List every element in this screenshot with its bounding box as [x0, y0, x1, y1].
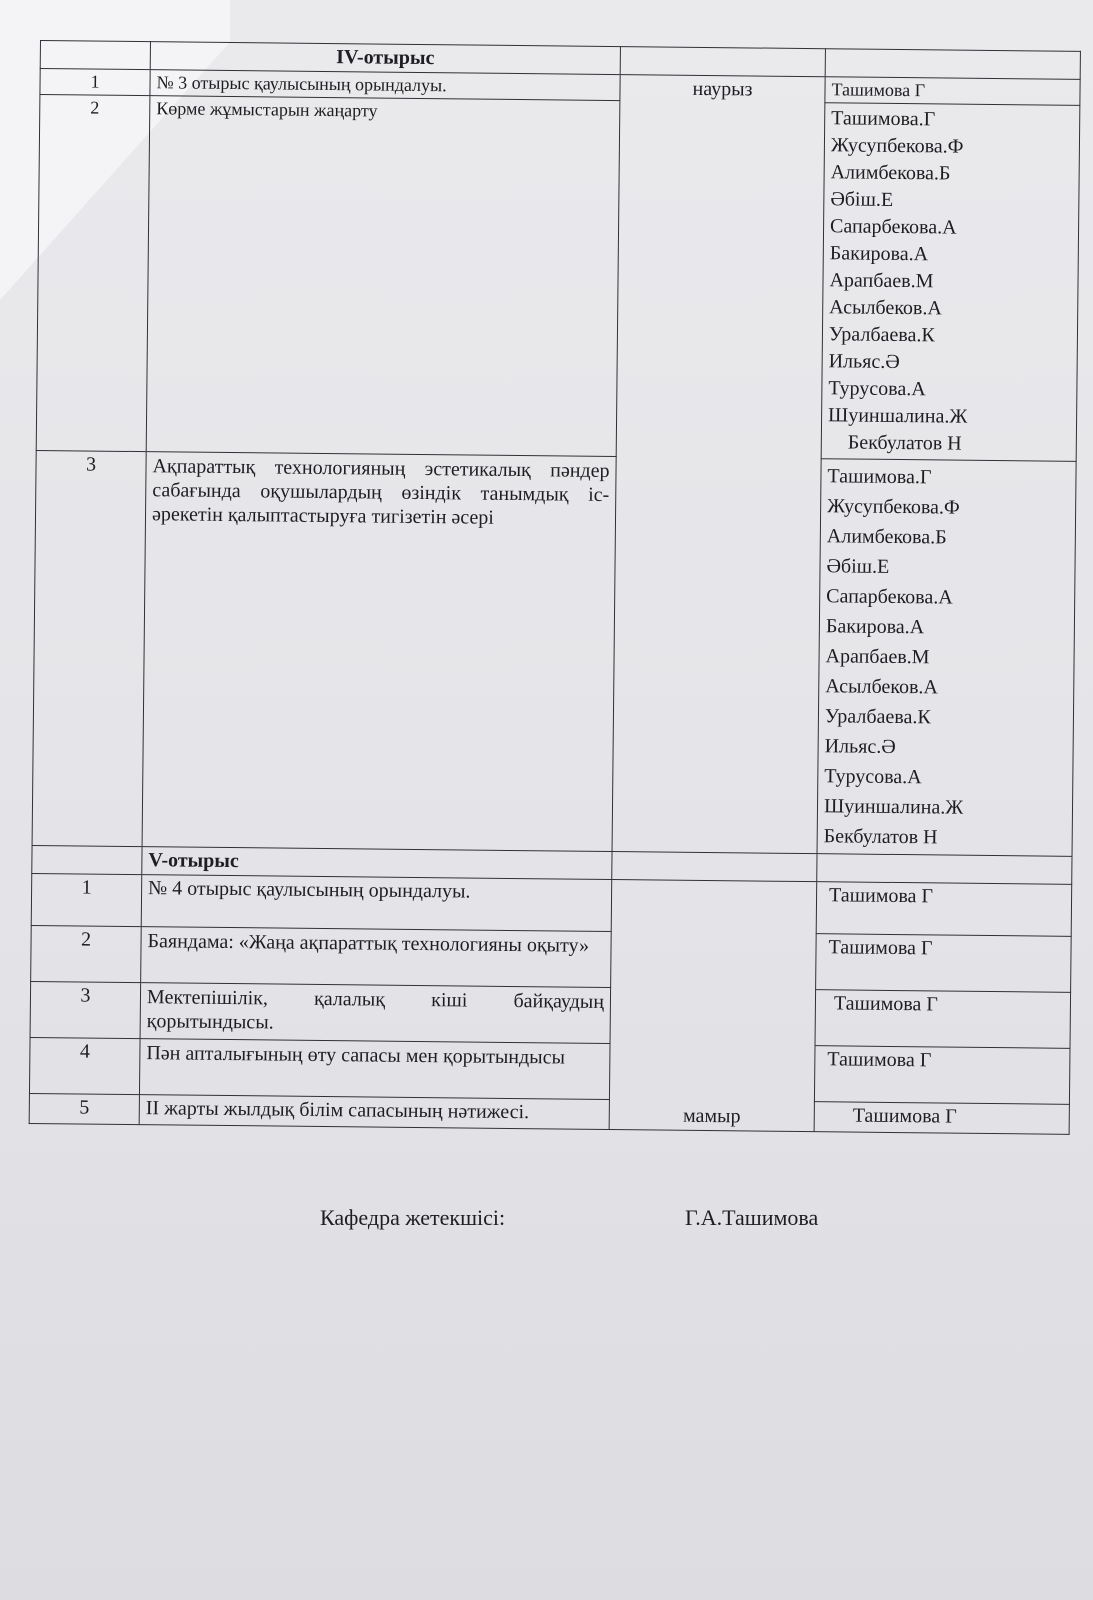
responsible-name: Әбіш.Е	[830, 188, 894, 211]
responsible-name: Алимбекова.Б	[830, 161, 951, 185]
row-number: 1	[40, 69, 150, 96]
row-topic: Көрме жұмыстарын жаңарту	[146, 96, 620, 457]
table-row	[32, 450, 1076, 856]
row-topic: ІІ жарты жылдық білім сапасының нәтижесі.	[139, 1095, 609, 1130]
responsible-name: Алимбекова.Б	[826, 525, 947, 549]
responsible-name: Бекбулатов Н	[847, 431, 962, 455]
row-responsible: Ташимова Г	[825, 77, 1080, 106]
signature-block	[320, 1205, 818, 1231]
responsible-name: Жусупбекова.Ф	[830, 134, 964, 158]
row-topic: Ақпараттық технологияның эстетикалық пәндер сабағында оқушылардың өзіндік танымдық іс-әрекетін қалыптастыруға тигізетін әсері	[142, 452, 616, 852]
row-number: 1	[31, 873, 142, 926]
row-responsible: Ташимова Г	[814, 1046, 1070, 1105]
row-number: 2	[36, 95, 150, 452]
row-number: 2	[31, 925, 142, 982]
responsible-name: Ташимова.Г	[827, 465, 932, 489]
table-row	[36, 95, 1080, 462]
document-body	[28, 40, 1079, 1151]
responsible-name: Арапбаев.М	[825, 645, 930, 669]
row-topic: Мектепішілік, қалалық кіші байқаудың қорытындысы.	[140, 983, 611, 1044]
section-v-title: V-отырыс	[142, 847, 612, 880]
responsible-name: Әбіш.Е	[826, 555, 890, 578]
row-responsible: Ташимова Г	[815, 990, 1071, 1049]
responsible-name: Асылбеков.А	[829, 296, 942, 320]
responsible-name: Уралбаева.К	[828, 323, 935, 347]
responsible-name: Бекбулатов Н	[823, 825, 938, 849]
responsible-name: Бакирова.А	[825, 615, 925, 639]
responsible-name: Турусова.А	[824, 765, 922, 789]
responsible-name: Бакирова.А	[829, 242, 929, 266]
row-date: мамыр	[609, 880, 817, 1132]
signature-label: Кафедра жетекшісі:	[320, 1205, 506, 1230]
row-responsible: Ташимова Г	[816, 882, 1072, 937]
row-date: наурыз	[612, 75, 825, 854]
row-responsible: Ташимова Г	[816, 934, 1072, 993]
row-number: 3	[32, 450, 146, 846]
responsible-name: Ильяс.Ә	[828, 350, 900, 374]
meeting-plan-table	[29, 40, 1081, 1135]
responsible-name: Ильяс.Ә	[824, 735, 896, 758]
row-topic: Пән апталығының өту сапасы мен қорытындысы	[139, 1039, 610, 1100]
row-number: 4	[29, 1037, 140, 1094]
section-iv-title: IV-отырыс	[150, 42, 620, 75]
responsible-name: Арапбаев.М	[829, 269, 934, 293]
responsible-name: Уралбаева.К	[824, 705, 931, 729]
row-number: 5	[29, 1093, 139, 1124]
responsible-list	[817, 459, 1076, 857]
row-topic: № 3 отырыс қаулысының орындалуы.	[150, 70, 620, 101]
row-topic: № 4 отырыс қаулысының орындалуы.	[141, 875, 612, 932]
responsible-name: Сапарбекова.А	[829, 215, 957, 239]
row-responsible: Ташимова Г	[814, 1102, 1069, 1135]
responsible-name: Турусова.А	[828, 377, 926, 401]
responsible-name: Жусупбекова.Ф	[827, 495, 960, 519]
signature-name: Г.А.Ташимова	[685, 1205, 819, 1230]
responsible-name: Асылбеков.А	[825, 675, 939, 699]
row-number: 3	[30, 981, 141, 1038]
responsible-list	[821, 103, 1080, 462]
responsible-name: Ташимова.Г	[831, 107, 936, 131]
responsible-name: Сапарбекова.А	[826, 585, 953, 609]
responsible-name: Шуиншалина.Ж	[823, 795, 964, 819]
row-topic: Баяндама: «Жаңа ақпараттық технологияны оқыту»	[141, 927, 612, 988]
responsible-name: Шуиншалина.Ж	[827, 404, 968, 428]
